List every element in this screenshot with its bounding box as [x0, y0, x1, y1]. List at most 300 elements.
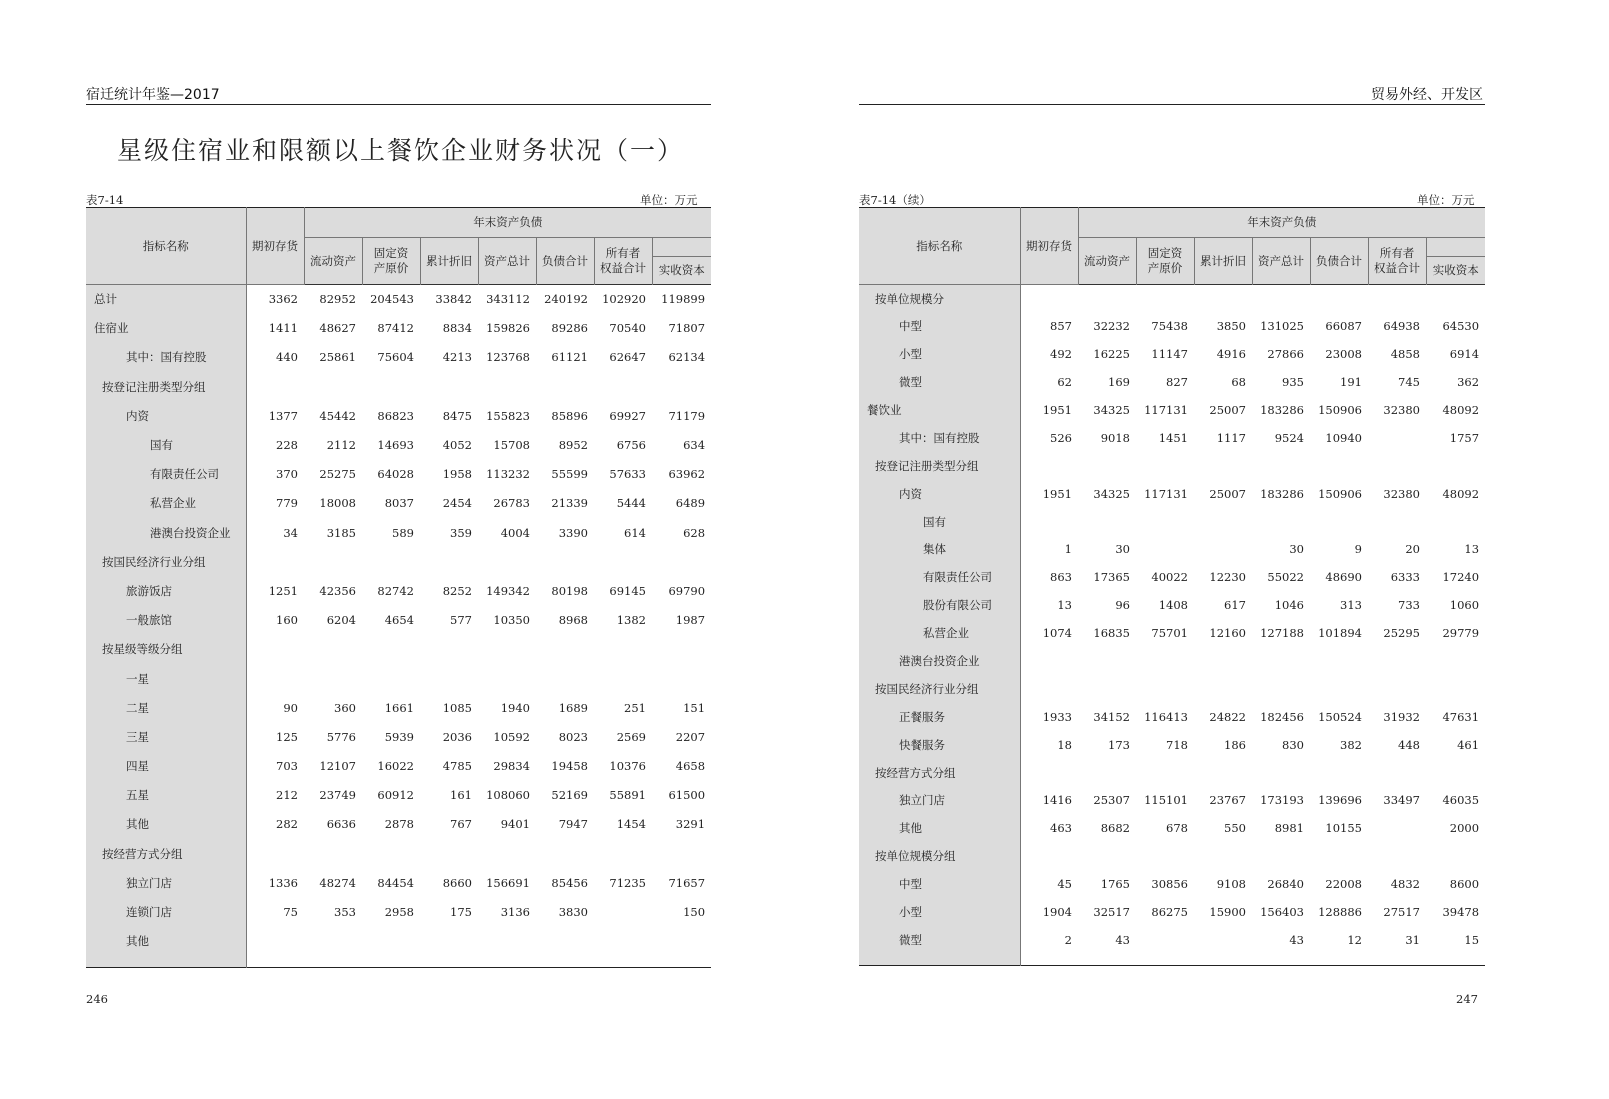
cell-value: 127188 — [1260, 626, 1304, 641]
table-row — [859, 368, 1485, 396]
cell-value: 69145 — [609, 583, 646, 598]
cell-value — [1136, 675, 1194, 703]
cell-value: 23008 — [1325, 347, 1362, 362]
cell-value: 343112 — [486, 292, 530, 307]
cell-value: 116413 — [1144, 709, 1188, 724]
cell-value — [1368, 842, 1426, 870]
header-owners-equity: 所有者 权益合计 — [1368, 238, 1426, 285]
cell-value: 1757 — [1449, 430, 1480, 445]
cell-value: 8252 — [442, 583, 472, 598]
cell-value: 40022 — [1151, 570, 1188, 585]
cell-value: 282 — [276, 817, 298, 832]
table-row — [859, 787, 1485, 815]
cell-value: 43 — [1115, 932, 1130, 947]
cell-value — [362, 372, 420, 401]
cell-value: 75604 — [377, 350, 414, 365]
cell-value: 21339 — [551, 496, 588, 511]
cell-value: 1987 — [675, 613, 706, 628]
cell-value — [304, 547, 362, 576]
cell-value: 4785 — [442, 759, 472, 774]
cell-value — [594, 547, 652, 576]
header-opening-inventory: 期初存货 — [1020, 208, 1078, 285]
cell-value: 32517 — [1093, 905, 1130, 920]
table-row — [86, 518, 711, 547]
page-number-left: 246 — [86, 992, 108, 1006]
cell-value — [1020, 508, 1078, 536]
cell-value — [420, 664, 478, 693]
row-label: 集体 — [859, 536, 1020, 564]
cell-value: 8682 — [1100, 821, 1130, 836]
cell-value: 62134 — [668, 350, 706, 365]
cell-value: 212 — [276, 788, 298, 803]
cell-value: 10940 — [1325, 430, 1362, 445]
cell-value: 115101 — [1144, 793, 1188, 808]
table-row — [86, 489, 711, 518]
cell-value: 4916 — [1216, 347, 1246, 362]
header-paid-in-capital: 实收资本 — [652, 257, 711, 285]
header-paid-in-capital: 实收资本 — [1426, 257, 1485, 285]
cell-value: 48627 — [319, 321, 356, 336]
cell-value: 55599 — [551, 467, 588, 482]
cell-value — [1310, 842, 1368, 870]
cell-value — [536, 372, 594, 401]
cell-value: 5776 — [326, 729, 356, 744]
cell-value: 89286 — [551, 321, 588, 336]
cell-value: 1951 — [1042, 486, 1072, 501]
cell-value — [1020, 759, 1078, 787]
table-row — [86, 372, 711, 401]
cell-value: 10592 — [493, 729, 530, 744]
cell-value: 935 — [1282, 375, 1304, 390]
cell-value: 23749 — [319, 788, 356, 803]
cell-value: 29834 — [493, 759, 530, 774]
cell-value: 2207 — [675, 729, 706, 744]
cell-value — [1136, 452, 1194, 480]
table-row — [859, 508, 1485, 536]
cell-value: 90 — [283, 700, 298, 715]
cell-value: 8968 — [558, 613, 588, 628]
header-total-liabilities: 负债合计 — [536, 238, 594, 285]
cell-value: 33497 — [1383, 793, 1420, 808]
row-label: 快餐服务 — [859, 731, 1020, 759]
cell-value: 577 — [450, 613, 472, 628]
cell-value — [1136, 647, 1194, 675]
cell-value: 25007 — [1209, 486, 1246, 501]
cell-value: 27866 — [1267, 347, 1304, 362]
table-row — [86, 839, 711, 868]
cell-value: 1382 — [616, 613, 646, 628]
cell-value — [1194, 452, 1252, 480]
cell-value: 2958 — [384, 905, 414, 920]
cell-value: 15900 — [1209, 905, 1246, 920]
unit-label-right: 单位：万元 — [1417, 193, 1475, 207]
cell-value: 4858 — [1390, 347, 1420, 362]
row-label: 按单位规模分 — [859, 285, 1020, 313]
cell-value: 2 — [1064, 932, 1072, 947]
cell-value: 17365 — [1093, 570, 1130, 585]
cell-value: 139696 — [1318, 793, 1362, 808]
cell-value: 1904 — [1042, 905, 1072, 920]
table-row — [859, 340, 1485, 368]
cell-value: 150906 — [1318, 486, 1362, 501]
cell-value: 101894 — [1318, 626, 1362, 641]
row-label: 有限责任公司 — [859, 563, 1020, 591]
table-body-right — [859, 285, 1485, 966]
cell-value: 1958 — [442, 467, 472, 482]
cell-value: 550 — [1224, 821, 1246, 836]
cell-value: 61121 — [551, 350, 588, 365]
cell-value: 57633 — [609, 467, 646, 482]
cell-value: 45 — [1057, 877, 1072, 892]
cell-value: 25275 — [319, 467, 356, 482]
cell-value: 64530 — [1442, 319, 1480, 334]
cell-value: 30 — [1289, 542, 1304, 557]
cell-value: 863 — [1050, 570, 1072, 585]
row-label: 住宿业 — [86, 314, 246, 343]
cell-value — [1136, 926, 1194, 954]
cell-value — [1310, 452, 1368, 480]
cell-value: 182456 — [1260, 709, 1304, 724]
cell-value: 119899 — [661, 292, 706, 307]
cell-value: 1661 — [384, 700, 414, 715]
cell-value — [1194, 842, 1252, 870]
cell-value: 1451 — [1158, 430, 1188, 445]
cell-value: 27517 — [1383, 905, 1420, 920]
cell-value — [1252, 675, 1310, 703]
cell-value: 8475 — [442, 408, 472, 423]
header-total-assets: 资产总计 — [1252, 238, 1310, 285]
row-label: 旅游饭店 — [86, 576, 246, 605]
cell-value: 1940 — [500, 700, 530, 715]
cell-value: 150 — [683, 905, 706, 920]
cell-value: 1074 — [1042, 626, 1072, 641]
table-row — [859, 396, 1485, 424]
cell-value: 617 — [1224, 598, 1246, 613]
row-label: 微型 — [859, 368, 1020, 396]
cell-value — [362, 927, 420, 956]
cell-value — [536, 547, 594, 576]
cell-spacer — [1020, 954, 1078, 966]
cell-value: 251 — [624, 700, 646, 715]
cell-value — [536, 927, 594, 956]
cell-value — [1426, 508, 1485, 536]
cell-value: 463 — [1050, 821, 1072, 836]
row-label: 国有 — [86, 430, 246, 459]
row-label: 总计 — [86, 285, 246, 314]
cell-value: 128886 — [1318, 905, 1362, 920]
cell-value: 60912 — [377, 788, 414, 803]
table-row — [86, 547, 711, 576]
cell-value: 3185 — [326, 525, 356, 540]
cell-value — [478, 664, 536, 693]
cell-value: 61500 — [668, 788, 706, 803]
cell-value — [1310, 647, 1368, 675]
cell-value: 526 — [1050, 430, 1072, 445]
cell-value — [1194, 536, 1252, 564]
cell-value: 3850 — [1216, 319, 1246, 334]
row-label: 餐饮业 — [859, 396, 1020, 424]
cell-value — [420, 547, 478, 576]
cell-value: 160 — [276, 613, 298, 628]
cell-value — [420, 927, 478, 956]
cell-value: 7947 — [558, 817, 588, 832]
cell-value: 19458 — [551, 759, 588, 774]
cell-value — [304, 372, 362, 401]
cell-value: 12 — [1347, 932, 1362, 947]
cell-value — [362, 664, 420, 693]
cell-value: 71235 — [609, 875, 646, 890]
cell-value: 62647 — [609, 350, 646, 365]
table-row — [859, 285, 1485, 313]
cell-value: 2036 — [442, 729, 472, 744]
cell-value — [1136, 536, 1194, 564]
row-label: 中型 — [859, 312, 1020, 340]
header-accumulated-depreciation: 累计折旧 — [1194, 238, 1252, 285]
table-row — [859, 814, 1485, 842]
cell-spacer — [362, 956, 420, 968]
cell-value: 492 — [1050, 347, 1072, 362]
row-label: 内资 — [86, 401, 246, 430]
cell-value — [652, 839, 711, 868]
cell-value: 1454 — [616, 817, 646, 832]
cell-value: 46035 — [1442, 793, 1480, 808]
cell-value — [1368, 675, 1426, 703]
header-paid-in-spacer — [652, 238, 711, 257]
header-indicator-name: 指标名称 — [859, 208, 1020, 285]
cell-value — [1078, 759, 1136, 787]
table-row — [86, 314, 711, 343]
cell-value: 86823 — [377, 408, 414, 423]
cell-value — [362, 635, 420, 664]
cell-value: 31932 — [1383, 709, 1420, 724]
row-label: 小型 — [859, 898, 1020, 926]
cell-value — [1020, 285, 1078, 313]
cell-value: 25295 — [1383, 626, 1420, 641]
cell-value: 6204 — [326, 613, 356, 628]
cell-value: 353 — [334, 905, 356, 920]
cell-value: 66087 — [1325, 319, 1362, 334]
cell-value — [420, 372, 478, 401]
cell-value — [1136, 759, 1194, 787]
cell-value: 169 — [1108, 375, 1130, 390]
cell-value: 155823 — [486, 408, 530, 423]
header-owners-equity: 所有者 权益合计 — [594, 238, 652, 285]
table-row — [86, 722, 711, 751]
cell-value: 52169 — [551, 788, 588, 803]
table-row — [86, 664, 711, 693]
cell-value: 9108 — [1216, 877, 1246, 892]
cell-value: 8834 — [442, 321, 472, 336]
cell-spacer — [1368, 954, 1426, 966]
cell-value: 75701 — [1151, 626, 1188, 641]
row-label: 小型 — [859, 340, 1020, 368]
cell-value: 1060 — [1449, 598, 1480, 613]
cell-value: 779 — [276, 496, 298, 511]
cell-value — [1426, 452, 1485, 480]
cell-spacer — [1078, 954, 1136, 966]
row-label: 其中：国有控股 — [859, 424, 1020, 452]
cell-value: 29779 — [1442, 626, 1480, 641]
header-paid-in-spacer — [1426, 238, 1485, 257]
cell-value: 117131 — [1144, 486, 1188, 501]
cell-value: 12230 — [1209, 570, 1246, 585]
row-label: 有限责任公司 — [86, 460, 246, 489]
cell-value: 6489 — [675, 496, 706, 511]
table-row — [859, 759, 1485, 787]
row-label: 其中：国有控股 — [86, 343, 246, 372]
cell-value: 102920 — [602, 292, 646, 307]
row-label: 国有 — [859, 508, 1020, 536]
cell-value: 8023 — [558, 729, 588, 744]
cell-value: 11147 — [1151, 347, 1188, 362]
header-fixed-assets: 固定资 产原价 — [1136, 238, 1194, 285]
cell-value: 70540 — [609, 321, 646, 336]
cell-value: 3362 — [268, 292, 298, 307]
cell-value: 634 — [683, 438, 706, 453]
cell-value: 10155 — [1325, 821, 1362, 836]
cell-value: 8981 — [1274, 821, 1304, 836]
header-rule-right — [859, 104, 1485, 105]
cell-value: 2878 — [384, 817, 414, 832]
header-rule-left — [86, 104, 711, 105]
cell-value: 733 — [1398, 598, 1420, 613]
cell-value — [1252, 759, 1310, 787]
table-body-left — [86, 285, 711, 968]
cell-value: 43 — [1289, 932, 1304, 947]
cell-value: 4654 — [384, 613, 414, 628]
row-label: 三星 — [86, 722, 246, 751]
cell-value — [1078, 452, 1136, 480]
cell-value: 461 — [1457, 737, 1480, 752]
cell-value: 1933 — [1042, 709, 1072, 724]
unit-label-left: 单位：万元 — [640, 193, 698, 207]
cell-value: 16225 — [1093, 347, 1130, 362]
cell-value: 3830 — [558, 905, 588, 920]
cell-value: 62 — [1057, 375, 1072, 390]
table-row — [859, 926, 1485, 954]
cell-value: 3291 — [675, 817, 706, 832]
cell-value: 84454 — [377, 875, 414, 890]
cell-spacer — [478, 956, 536, 968]
cell-spacer — [420, 956, 478, 968]
cell-value: 628 — [683, 525, 706, 540]
cell-value — [1252, 508, 1310, 536]
cell-value — [1078, 675, 1136, 703]
cell-value: 703 — [276, 759, 298, 774]
cell-value: 32380 — [1383, 403, 1420, 417]
cell-value: 9 — [1354, 542, 1362, 557]
cell-value: 24822 — [1209, 709, 1246, 724]
cell-value — [304, 927, 362, 956]
cell-value — [652, 927, 711, 956]
cell-value — [1368, 424, 1426, 452]
cell-value — [1426, 285, 1485, 313]
cell-value: 10376 — [609, 759, 646, 774]
cell-value: 18008 — [319, 496, 356, 511]
row-label: 按登记注册类型分组 — [859, 452, 1020, 480]
cell-value: 6914 — [1449, 347, 1480, 362]
cell-value — [246, 664, 304, 693]
cell-value: 2000 — [1449, 821, 1480, 836]
cell-value — [1194, 647, 1252, 675]
cell-value: 68 — [1231, 375, 1246, 390]
cell-value: 4213 — [442, 350, 472, 365]
table-row — [86, 927, 711, 956]
cell-value: 1251 — [268, 583, 298, 598]
cell-value: 149342 — [486, 583, 530, 598]
cell-value: 589 — [392, 525, 414, 540]
cell-value: 4052 — [442, 438, 472, 453]
cell-value: 32380 — [1383, 486, 1420, 501]
cell-value: 161 — [450, 788, 472, 803]
cell-value — [420, 635, 478, 664]
cell-value — [1078, 285, 1136, 313]
cell-value: 745 — [1398, 375, 1420, 390]
header-indicator-name: 指标名称 — [86, 208, 246, 285]
cell-value — [1136, 508, 1194, 536]
cell-value: 359 — [450, 525, 472, 540]
cell-value: 240192 — [544, 292, 588, 307]
cell-spacer — [594, 956, 652, 968]
cell-value — [594, 635, 652, 664]
running-head-right: 贸易外经、开发区 — [1371, 87, 1483, 103]
cell-value — [652, 372, 711, 401]
cell-value: 87412 — [377, 321, 414, 336]
cell-value: 69790 — [668, 583, 706, 598]
cell-value: 448 — [1398, 737, 1420, 752]
cell-value: 15708 — [493, 438, 530, 453]
cell-value: 767 — [450, 817, 472, 832]
table-row — [86, 693, 711, 722]
table-row — [86, 430, 711, 459]
cell-value: 1765 — [1100, 877, 1130, 892]
row-label: 一星 — [86, 664, 246, 693]
cell-value — [478, 635, 536, 664]
cell-value: 34 — [283, 525, 298, 540]
table-number-left: 表7-14 — [86, 193, 124, 207]
cell-value: 125 — [276, 729, 298, 744]
cell-value: 71657 — [668, 875, 706, 890]
cell-value: 1 — [1064, 542, 1072, 557]
cell-value: 1689 — [558, 700, 588, 715]
cell-value — [362, 547, 420, 576]
table-row — [859, 424, 1485, 452]
table-row — [859, 675, 1485, 703]
cell-value: 150906 — [1318, 403, 1362, 417]
cell-value — [1426, 675, 1485, 703]
cell-value — [1310, 675, 1368, 703]
cell-value — [1136, 842, 1194, 870]
cell-value — [246, 927, 304, 956]
cell-value — [1194, 759, 1252, 787]
row-label: 五星 — [86, 781, 246, 810]
row-label: 按国民经济行业分组 — [86, 547, 246, 576]
cell-value — [594, 897, 652, 926]
row-label: 按经营方式分组 — [859, 759, 1020, 787]
cell-value: 12107 — [319, 759, 356, 774]
cell-value: 151 — [683, 700, 706, 715]
row-label-spacer — [86, 956, 246, 968]
cell-value — [478, 927, 536, 956]
row-label: 四星 — [86, 752, 246, 781]
cell-value: 6636 — [326, 817, 356, 832]
cell-value: 45442 — [319, 408, 356, 423]
cell-value: 96 — [1115, 598, 1130, 613]
cell-value — [536, 839, 594, 868]
cell-value — [420, 839, 478, 868]
row-label: 私营企业 — [859, 619, 1020, 647]
table-row — [86, 606, 711, 635]
